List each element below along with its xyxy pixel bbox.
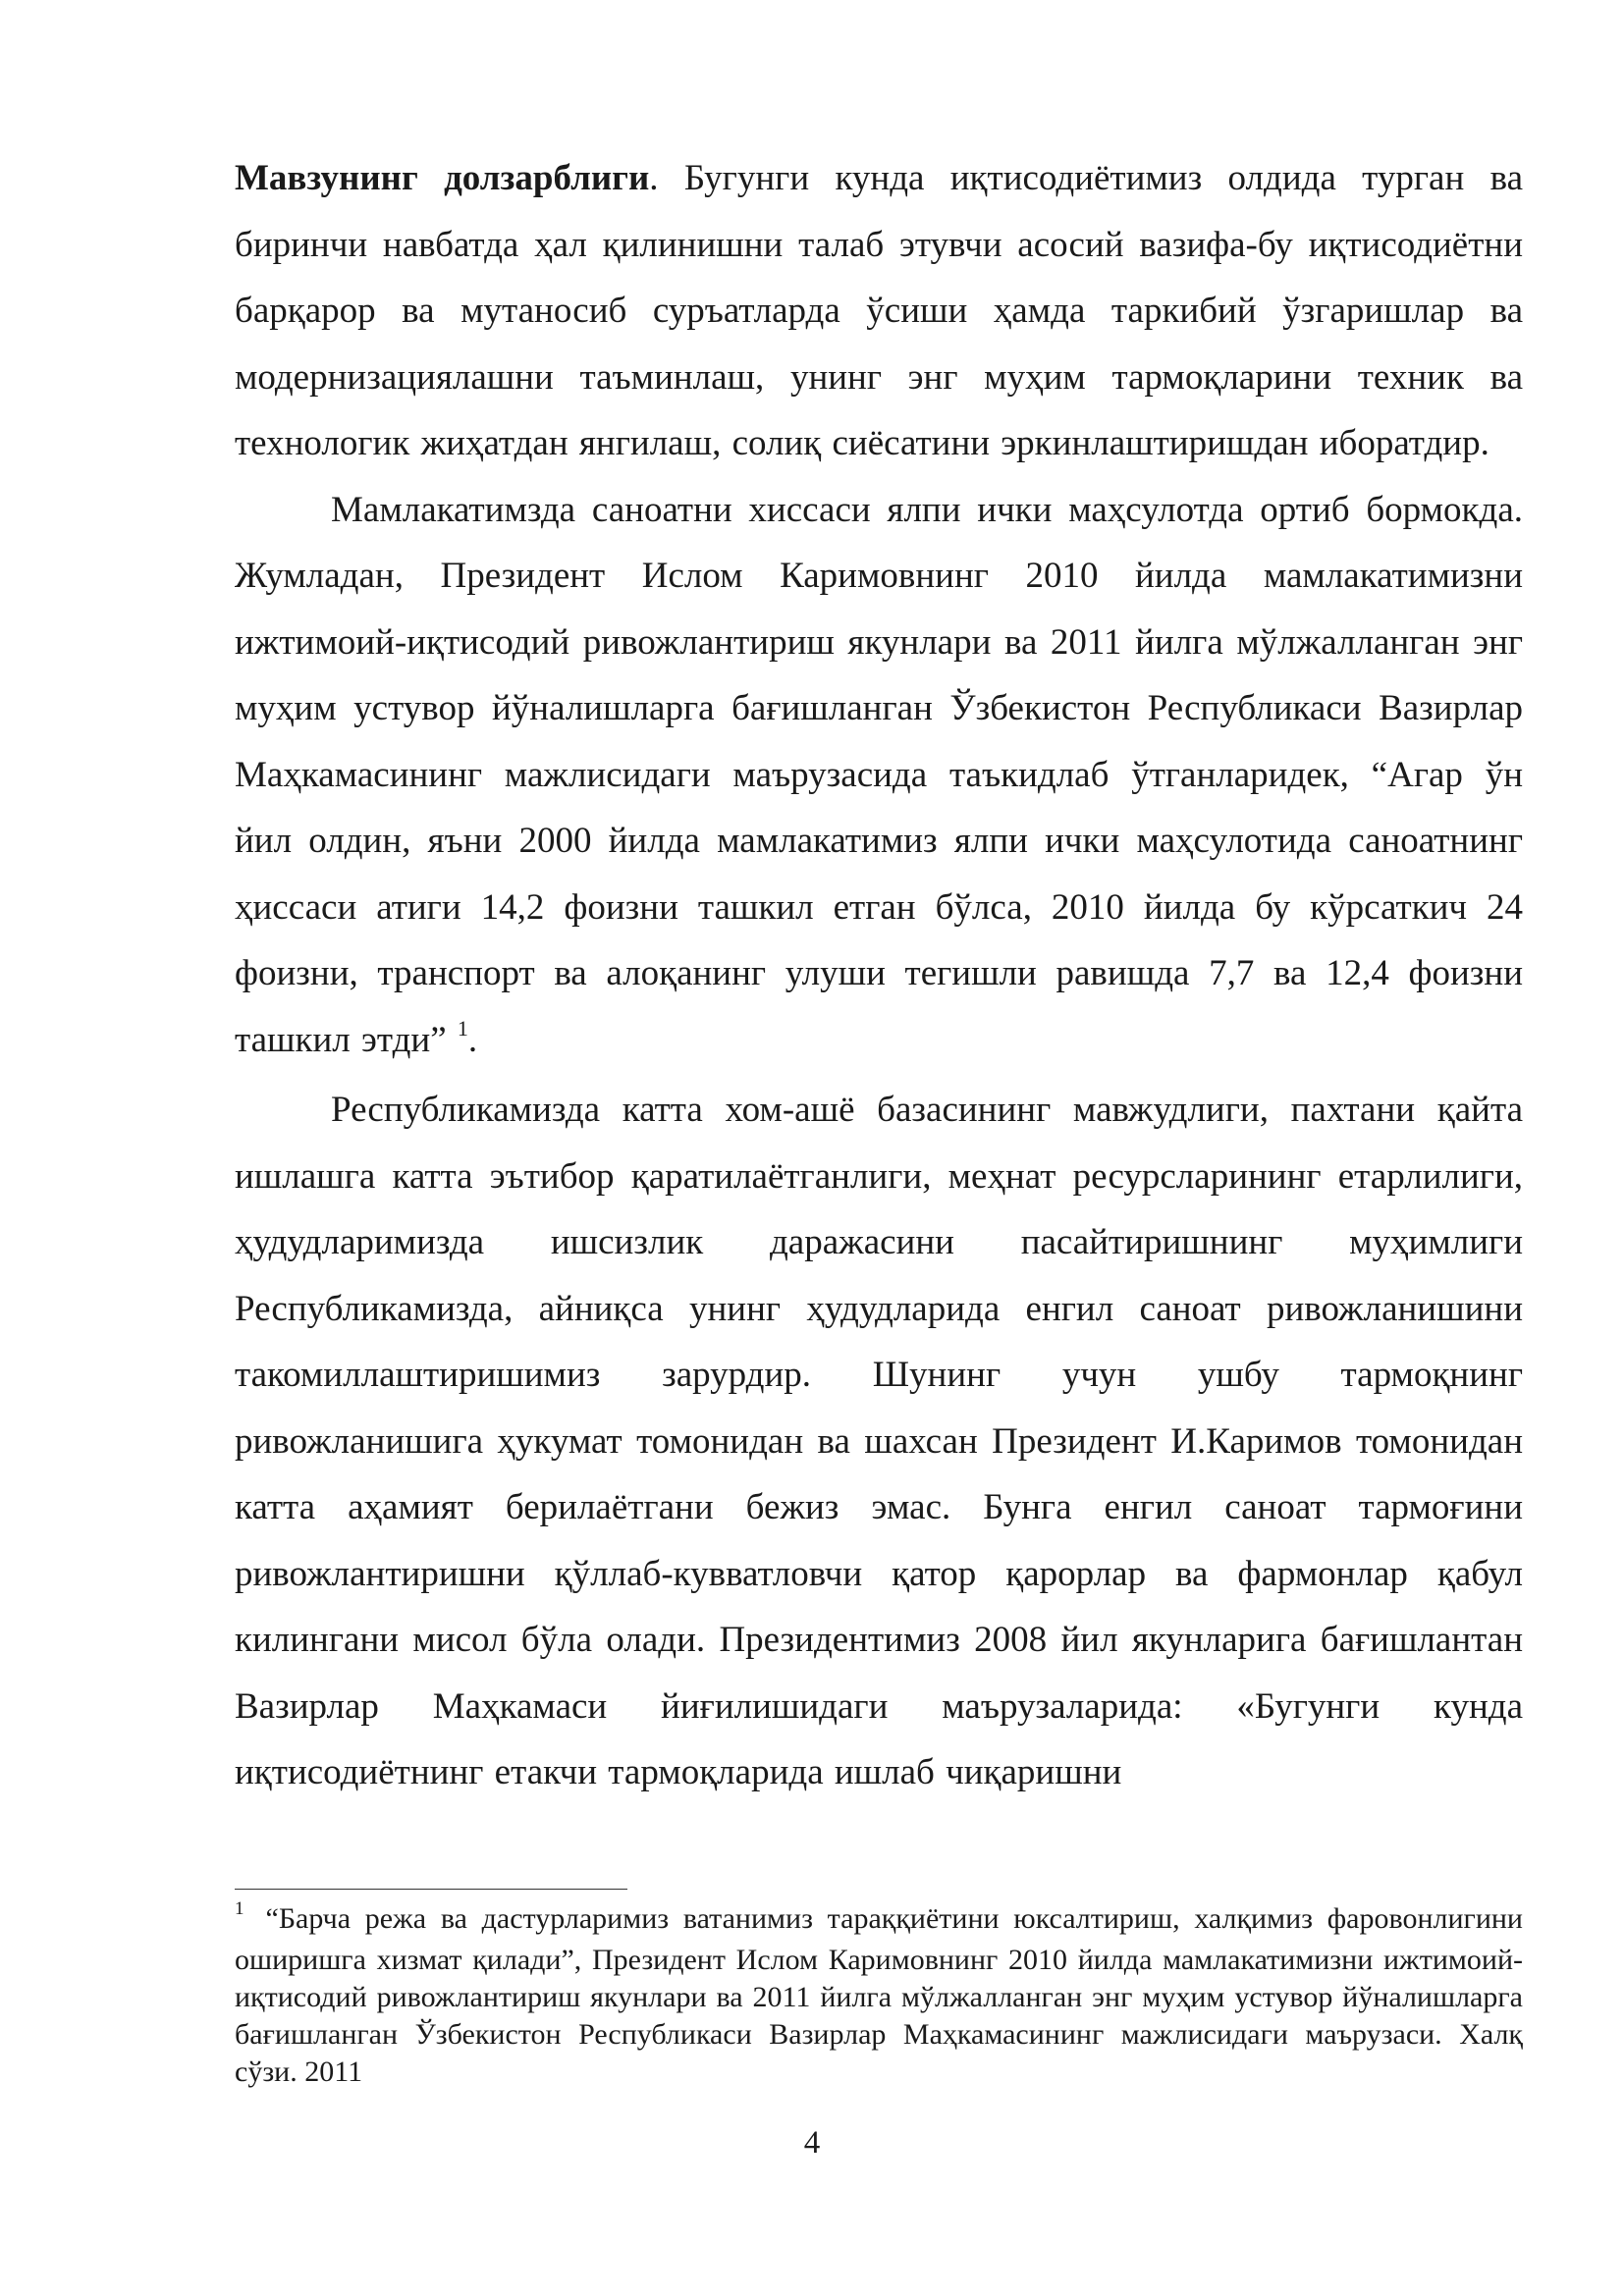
paragraph-text: Республикамизда катта хом-ашё базасининг мавжудлиги, пахтани қайта ишлашга катта эътибор қаратилаётганлиги, меҳнат ресурсларининг етарлилиги, ҳудудларимизда ишсизлик даражасини пасайтиришнинг муҳимлиги Республикамизда, айниқса унинг ҳудудларида енгил саноат ривожланишини такомиллаштиришимиз зарурдир. Шунинг учун ушбу тармоқнинг ривожланишига ҳукумат томонидан ва шахсан Президент И.Каримов томонидан катта аҳамият берилаётгани бежиз эмас. Бунга енгил саноат тармоғини ривожлантиришни қўллаб-кувватловчи қатор қарорлар ва фармонлар қабул килингани мисол бўла олади. Президентимиз 2008 йил якунларига бағишлантан Вазирлар Маҳкамаси йиғилишидаги маърузаларида: «Бугунги кунда иқтисодиётнинг етакчи тармоқларида ишлаб чиқаришни (235, 1090, 1523, 1792)
paragraph-industry-share (235, 477, 1523, 1078)
paragraph-text: Мамлакатимзда саноатни хиссаси ялпи ички маҳсулотда ортиб бормокда. Жумладан, Президент Ислом Каримовнинг 2010 йилда мамлакатимизни ижтимоий-иқтисодий ривожлантириш якунлари ва 2011 йилга мўлжалланган энг муҳим устувор йўналишларга бағишланган Ўзбекистон Республикаси Вазирлар Маҳкамасининг мажлисидаги маърузасида таъкидлаб ўтганларидек, “Агар ўн йил олдин, яъни 2000 йилда мамлакатимиз ялпи ички маҳсулотида саноатнинг ҳиссаси атиги 14,2 фоизни ташкил етган бўлса, 2010 йилда бу кўрсаткич 24 фоизни, транспорт ва алоқанинг улуши тегишли равишда 7,7 ва 12,4 фоизни ташкил этди” (235, 489, 1523, 1060)
footnote (235, 1900, 1523, 2091)
footnote-mark: 1 (235, 1898, 244, 1919)
paragraph-light-industry (235, 1077, 1523, 1806)
footnote-reference[interactable]: 1 (457, 1015, 468, 1041)
document-body (235, 145, 1523, 1806)
paragraph-lead-heading: Мавзунинг долзарблиги (235, 158, 650, 198)
page-number: 4 (803, 2125, 821, 2161)
paragraph-text: . Бугунги кунда иқтисодиётимиз олдида турган ва биринчи навбатда ҳал қилинишни талаб этувчи асосий вазифа-бу иқтисодиётни барқарор ва мутаносиб суръатларда ўсиши ҳамда таркибий ўзгаришлар ва модернизациялашни таъминлаш, унинг энг муҳим тармоқларини техник ва технологик жиҳатдан янгилаш, солиқ сиёсатини эркинлаштиришдан иборатдир. (235, 158, 1523, 463)
footnote-text: “Барча режа ва дастурларимиз ватанимиз тараққиётини юксалтириш, халқимиз фаровонлигини оширишга хизмат қилади”, Президент Ислом Каримовнинг 2010 йилда мамлакатимизни ижтимоий-иқтисодий ривожлантириш якунлари ва 2011 йилга мўлжалланган энг муҳим устувор йўналишларга бағишланган Ўзбекистон Республикаси Вазирлар Маҳкамасининг мажлисидаги маърузаси. Халқ сўзи. 2011 (235, 1902, 1523, 2088)
paragraph-tail: . (467, 1019, 478, 1060)
paragraph-relevance (235, 145, 1523, 477)
footnote-separator (235, 1889, 627, 1890)
